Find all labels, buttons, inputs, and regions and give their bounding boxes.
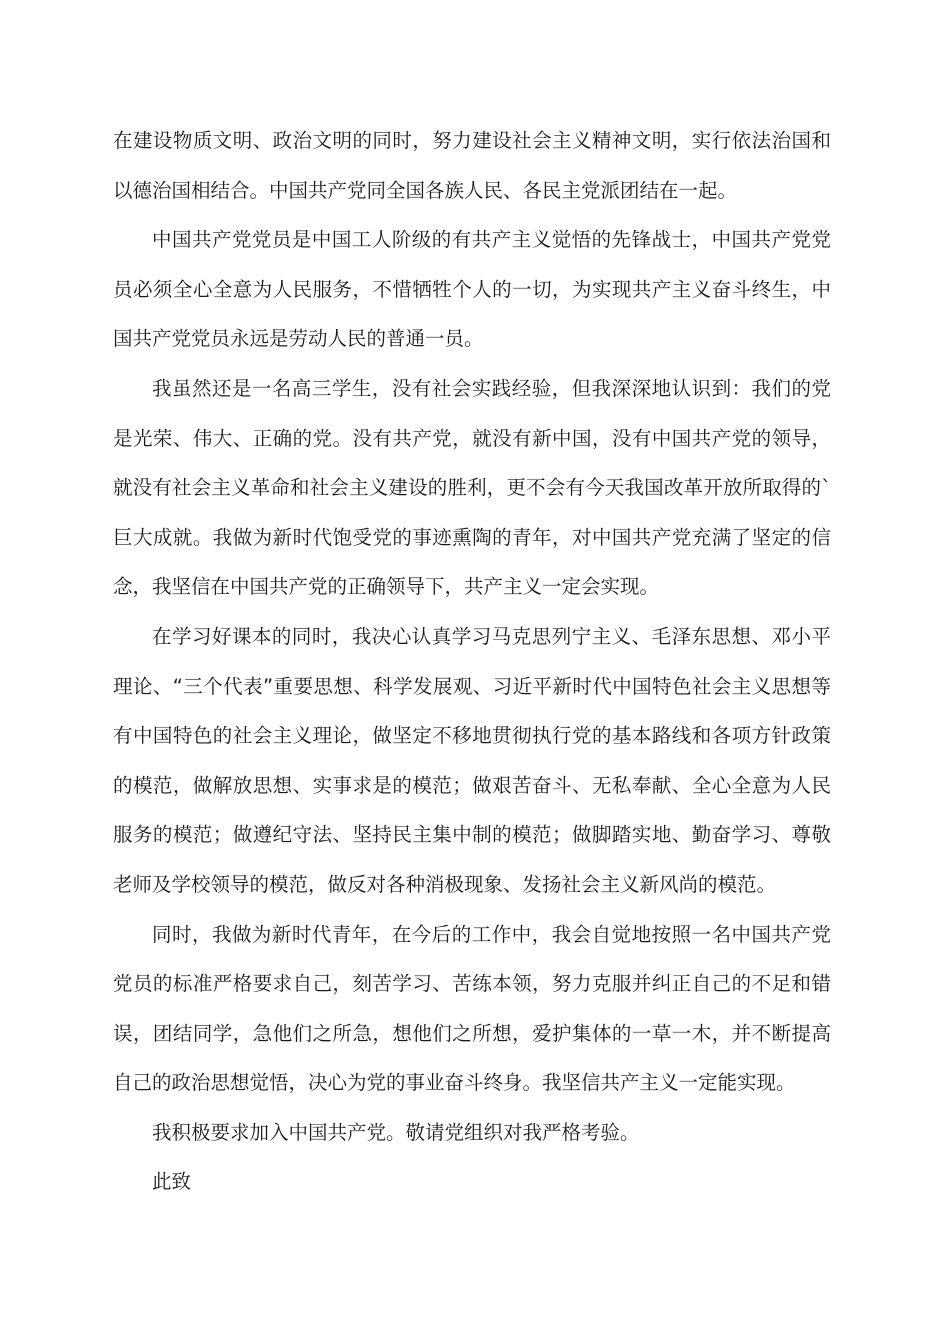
paragraph-continuation: 在建设物质文明、政治文明的同时，努力建设社会主义精神文明，实行依法治国和以德治国相结合。中国共产党同全国各族人民、各民主党派团结在一起。 <box>113 129 831 202</box>
paragraph-application-request: 我积极要求加入中国共产党。敬请党组织对我严格考验。 <box>152 1120 640 1144</box>
paragraph-study-commitment: 在学习好课本的同时，我决心认真学习马克思列宁主义、毛泽东思想、邓小平理论、“三个代表”重要思想、科学发展观、习近平新时代中国特色社会主义思想等有中国特色的社会主义理论，做坚定不移地贯彻执行党的基本路线和各项方针政策的模范，做解放思想、实事求是的模范；做艰苦奋斗、无私奉献、全心全意为人民服务的模范；做遵纪守法、坚持民主集中制的模范；做脚踏实地、勤奋学习、尊敬老师及学校领导的模范，做反对各种消极现象、发扬社会主义新风尚的模范。 <box>113 624 831 896</box>
paragraph-closing-salutation: 此致 <box>152 1170 192 1194</box>
document-body <box>113 116 831 1207</box>
paragraph-party-member-definition: 中国共产党党员是中国工人阶级的有共产主义觉悟的先锋战士，中国共产党党员必须全心全意为人民服务，不惜牺牲个人的一切，为实现共产主义奋斗终生，中国共产党党员永远是劳动人民的普通一员。 <box>113 228 831 351</box>
paragraph-personal-understanding: 我虽然还是一名高三学生，没有社会实践经验，但我深深地认识到：我们的党是光荣、伟大、正确的党。没有共产党，就没有新中国，没有中国共产党的领导，就没有社会主义革命和社会主义建设的胜利，更不会有今天我国改革开放所取得的`巨大成就。我做为新时代饱受党的事迹熏陶的青年，对中国共产党充满了坚定的信念，我坚信在中国共产党的正确领导下，共产主义一定会实现。 <box>113 376 831 599</box>
paragraph-future-commitment: 同时，我做为新时代青年，在今后的工作中，我会自觉地按照一名中国共产党党员的标准严格要求自己，刻苦学习、苦练本领，努力克服并纠正自己的不足和错误，团结同学，急他们之所急，想他们之所想，爱护集体的一草一木，并不断提高自己的政治思想觉悟，决心为党的事业奋斗终身。我坚信共产主义一定能实现。 <box>113 922 831 1095</box>
